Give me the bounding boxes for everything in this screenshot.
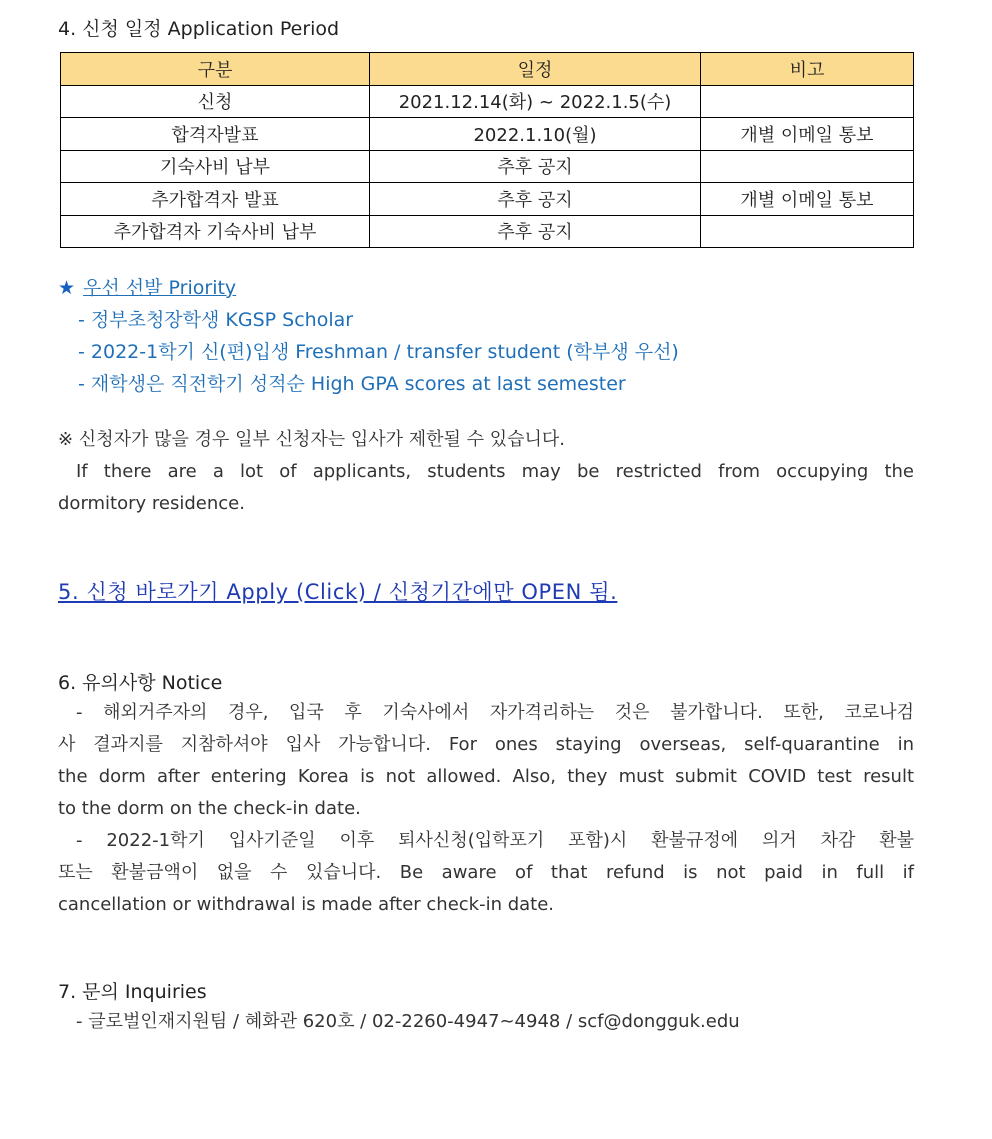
- schedule-table: [60, 52, 914, 248]
- cell-category: 신청: [61, 85, 370, 118]
- priority-title: 우선 선발 Priority: [83, 277, 237, 299]
- apply-link[interactable]: 5. 신청 바로가기 Apply (Click) / 신청기간에만 OPEN 됨.: [58, 580, 618, 604]
- notice-line: cancellation or withdrawal is made after check-in date.: [58, 894, 555, 915]
- cell-schedule: 추후 공지: [370, 183, 701, 216]
- cell-remarks: [701, 85, 914, 118]
- table-row: [61, 150, 914, 183]
- header-schedule: 일정: [370, 53, 701, 86]
- cell-category: 기숙사비 납부: [61, 150, 370, 183]
- header-remarks: 비고: [701, 53, 914, 86]
- contact-info: - 글로벌인재지원팀 / 혜화관 620호 / 02-2260-4947~4948 / scf@dongguk.edu: [76, 1011, 740, 1032]
- notice-line: the dorm after entering Korea is not allowed. Also, they must submit COVID test result: [58, 766, 914, 787]
- restriction-note-ko: ※ 신청자가 많을 경우 일부 신청자는 입사가 제한될 수 있습니다.: [58, 429, 565, 450]
- table-row: [61, 215, 914, 248]
- cell-remarks: 개별 이메일 통보: [701, 183, 914, 216]
- cell-category: 합격자발표: [61, 118, 370, 151]
- cell-category: 추가합격자 기숙사비 납부: [61, 215, 370, 248]
- priority-item: - 재학생은 직전학기 성적순 High GPA scores at last semester: [78, 373, 626, 395]
- notice-line: to the dorm on the check-in date.: [58, 798, 361, 819]
- table-row: [61, 85, 914, 118]
- priority-item: - 정부초청장학생 KGSP Scholar: [78, 309, 354, 331]
- cell-remarks: [701, 150, 914, 183]
- section6-title: 6. 유의사항 Notice: [58, 672, 223, 694]
- cell-schedule: 추후 공지: [370, 150, 701, 183]
- header-category: 구분: [61, 53, 370, 86]
- table-header-row: [61, 53, 914, 86]
- cell-schedule: 추후 공지: [370, 215, 701, 248]
- section4-title: 4. 신청 일정 Application Period: [58, 18, 340, 40]
- table-row: [61, 183, 914, 216]
- restriction-note-en: If there are a lot of applicants, students may be restricted from occupying the: [76, 461, 914, 482]
- notice-line: - 2022-1학기 입사기준일 이후 퇴사신청(입학포기 포함)시 환불규정에 의거 차감 환불: [76, 830, 914, 851]
- notice-line: - 해외거주자의 경우, 입국 후 기숙사에서 자가격리하는 것은 불가합니다. 또한, 코로나검: [76, 702, 914, 723]
- priority-item: - 2022-1학기 신(편)입생 Freshman / transfer student (학부생 우선): [78, 341, 679, 363]
- cell-remarks: 개별 이메일 통보: [701, 118, 914, 151]
- cell-category: 추가합격자 발표: [61, 183, 370, 216]
- priority-heading: [58, 273, 236, 300]
- section7-title: 7. 문의 Inquiries: [58, 981, 207, 1003]
- cell-schedule: 2022.1.10(월): [370, 118, 701, 151]
- cell-schedule: 2021.12.14(화) ~ 2022.1.5(수): [370, 85, 701, 118]
- restriction-note-en-cont: dormitory residence.: [58, 493, 245, 514]
- notice-line: 사 결과지를 지참하셔야 입사 가능합니다. For ones staying overseas, self-quarantine in: [58, 734, 914, 755]
- cell-remarks: [701, 215, 914, 248]
- table-row: [61, 118, 914, 151]
- notice-line: 또는 환불금액이 없을 수 있습니다. Be aware of that refund is not paid in full if: [58, 862, 914, 883]
- star-icon: ★: [58, 277, 76, 299]
